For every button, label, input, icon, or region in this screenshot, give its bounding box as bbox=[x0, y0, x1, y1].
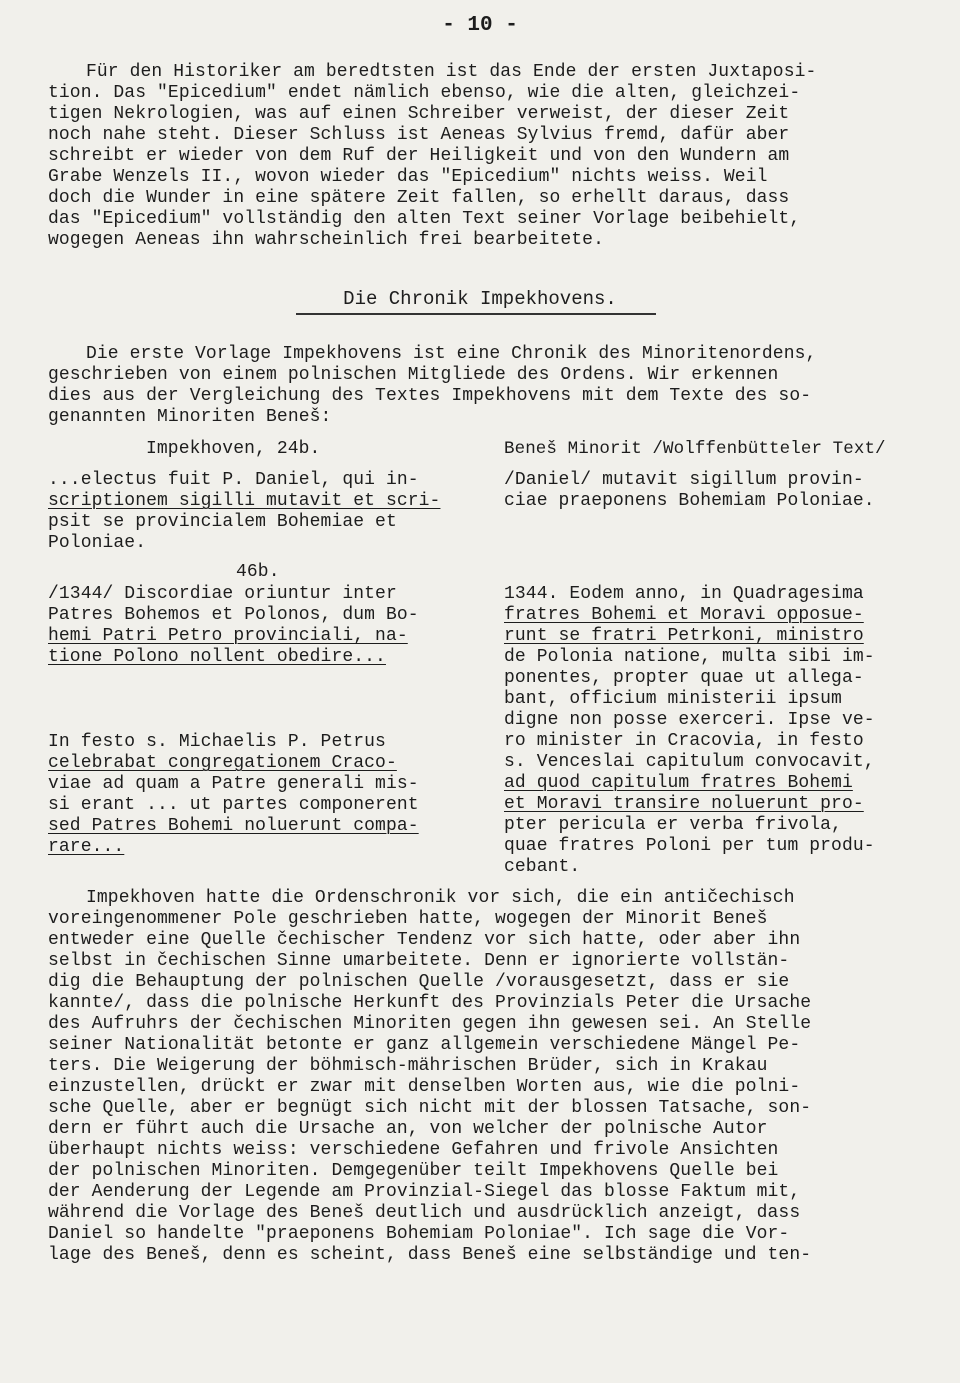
paragraph2-line: dies aus der Vergleichung des Textes Impekhovens mit dem Texte des so- bbox=[48, 386, 812, 406]
paragraph1-line: tion. Das "Epicedium" endet nämlich ebenso, wie die alten, gleichzei- bbox=[48, 83, 801, 103]
right-column-line: Beneš Minorit /Wolffenbütteler Text/ bbox=[504, 439, 886, 459]
paragraph2-line: genannten Minoriten Beneš: bbox=[48, 407, 332, 427]
paragraph3-line: während die Vorlage des Beneš deutlich und ausdrücklich anzeigt, dass bbox=[48, 1203, 801, 1223]
right-column-line: fratres Bohemi et Moravi opposue- bbox=[504, 605, 864, 625]
paragraph3-line: sche Quelle, aber er begnügt sich nicht mit der blossen Tatsache, son- bbox=[48, 1098, 812, 1118]
right-column-line: quae fratres Poloni per tum produ- bbox=[504, 836, 875, 856]
left-column-line: scriptionem sigilli mutavit et scri- bbox=[48, 491, 441, 511]
left-column-line: celebrabat congregationem Craco- bbox=[48, 753, 397, 773]
paragraph3-line: Impekhoven hatte die Ordenschronik vor sich, die ein antičechisch bbox=[86, 888, 795, 908]
left-column-line: psit se provincialem Bohemiae et bbox=[48, 512, 397, 532]
paragraph3-line: lage des Beneš, denn es scheint, dass Beneš eine selbständige und ten- bbox=[48, 1245, 812, 1265]
right-column-line: runt se fratri Petrkoni, ministro bbox=[504, 626, 864, 646]
left-column-line: hemi Patri Petro provinciali, na- bbox=[48, 626, 408, 646]
right-column-line: pter pericula er verba frivola, bbox=[504, 815, 842, 835]
right-column-line: ro minister in Cracovia, in festo bbox=[504, 731, 864, 751]
left-column-line: Impekhoven, 24b. bbox=[146, 439, 321, 459]
left-column-line: ...electus fuit P. Daniel, qui in- bbox=[48, 470, 419, 490]
section-heading: Die Chronik Impekhovens. bbox=[343, 288, 617, 310]
paragraph1-line: schreibt er wieder von dem Ruf der Heiligkeit und von den Wundern am bbox=[48, 146, 790, 166]
paragraph3-line: kannte/, dass die polnische Herkunft des Provinzials Peter die Ursache bbox=[48, 993, 812, 1013]
paragraph1-line: noch nahe steht. Dieser Schluss ist Aeneas Sylvius fremd, dafür aber bbox=[48, 125, 790, 145]
right-column-line: s. Venceslai capitulum convocavit, bbox=[504, 752, 875, 772]
paragraph3-line: des Aufruhrs der čechischen Minoriten gegen ihn gewesen sei. An Stelle bbox=[48, 1014, 812, 1034]
paragraph1-line: wogegen Aeneas ihn wahrscheinlich frei bearbeitete. bbox=[48, 230, 604, 250]
left-column-line: /1344/ Discordiae oriuntur inter bbox=[48, 584, 397, 604]
right-column-line: ciae praeponens Bohemiam Poloniae. bbox=[504, 491, 875, 511]
right-column-line: ponentes, propter quae ut allega- bbox=[504, 668, 864, 688]
paragraph3-line: dig die Behauptung der polnischen Quelle /vorausgesetzt, dass er sie bbox=[48, 972, 790, 992]
paragraph1-line: das "Epicedium" vollständig den alten Text seiner Vorlage beibehielt, bbox=[48, 209, 801, 229]
right-column-line: de Polonia natione, multa sibi im- bbox=[504, 647, 875, 667]
paragraph3-line: einzustellen, drückt er zwar mit denselben Worten aus, wie die polni- bbox=[48, 1077, 801, 1097]
right-column-line: et Moravi transire noluerunt pro- bbox=[504, 794, 864, 814]
paragraph1-line: Für den Historiker am beredtsten ist das Ende der ersten Juxtaposi- bbox=[86, 62, 817, 82]
paragraph3-line: dern er führt auch die Ursache an, von welcher der polnische Autor bbox=[48, 1119, 768, 1139]
paragraph3-line: der Aenderung der Legende am Provinzial-Siegel das blosse Faktum mit, bbox=[48, 1182, 801, 1202]
left-column-line: sed Patres Bohemi noluerunt compa- bbox=[48, 816, 419, 836]
left-column-line: Patres Bohemos et Polonos, dum Bo- bbox=[48, 605, 419, 625]
left-column-line: 46b. bbox=[236, 562, 280, 582]
paragraph3-line: ters. Die Weigerung der böhmisch-mährischen Brüder, sich in Krakau bbox=[48, 1056, 768, 1076]
left-column-line: tione Polono nollent obedire... bbox=[48, 647, 386, 667]
left-column-line: si erant ... ut partes componerent bbox=[48, 795, 419, 815]
paragraph3-line: der polnischen Minoriten. Demgegenüber teilt Impekhovens Quelle bei bbox=[48, 1161, 779, 1181]
paragraph2-line: geschrieben von einem polnischen Mitgliede des Ordens. Wir erkennen bbox=[48, 365, 779, 385]
right-column-line: ad quod capitulum fratres Bohemi bbox=[504, 773, 853, 793]
paragraph1-line: tigen Nekrologien, was auf einen Schreiber verweist, der dieser Zeit bbox=[48, 104, 790, 124]
paragraph1-line: Grabe Wenzels II., wovon wieder das "Epicedium" nichts weiss. Weil bbox=[48, 167, 768, 187]
left-column-line: In festo s. Michaelis P. Petrus bbox=[48, 732, 386, 752]
page-number: - 10 - bbox=[442, 14, 518, 37]
right-column-line: /Daniel/ mutavit sigillum provin- bbox=[504, 470, 864, 490]
paragraph1-line: doch die Wunder in eine spätere Zeit fallen, so erhellt daraus, dass bbox=[48, 188, 790, 208]
paragraph3-line: entweder eine Quelle čechischer Tendenz vor sich hatte, oder aber ihn bbox=[48, 930, 801, 950]
paragraph3-line: überhaupt nichts weiss: verschiedene Gefahren und frivole Ansichten bbox=[48, 1140, 779, 1160]
paragraph3-line: seiner Nationalität betonte er ganz allgemein verschiedene Mängel Pe- bbox=[48, 1035, 801, 1055]
right-column-line: 1344. Eodem anno, in Quadragesima bbox=[504, 584, 864, 604]
right-column-line: bant, officium ministerii ipsum bbox=[504, 689, 842, 709]
paragraph3-line: voreingenommener Pole geschrieben hatte, wogegen der Minorit Beneš bbox=[48, 909, 768, 929]
right-column-line: digne non posse exerceri. Ipse ve- bbox=[504, 710, 875, 730]
left-column-line: viae ad quam a Patre generali mis- bbox=[48, 774, 419, 794]
left-column-line: rare... bbox=[48, 837, 125, 857]
left-column-line: Poloniae. bbox=[48, 533, 147, 553]
right-column-line: cebant. bbox=[504, 857, 581, 877]
paragraph2-line: Die erste Vorlage Impekhovens ist eine Chronik des Minoritenordens, bbox=[86, 344, 817, 364]
paragraph3-line: Daniel so handelte "praeponens Bohemiam Poloniae". Ich sage die Vor- bbox=[48, 1224, 790, 1244]
heading-underline bbox=[296, 313, 656, 315]
paragraph3-line: selbst in čechischen Sinne umarbeitete. Denn er ignorierte vollstän- bbox=[48, 951, 790, 971]
